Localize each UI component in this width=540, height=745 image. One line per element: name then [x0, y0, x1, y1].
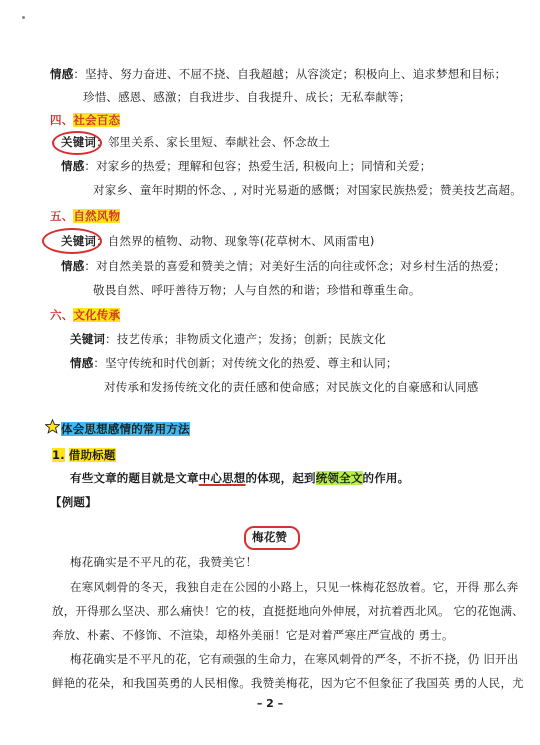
- keyword-label: 关键词: [70, 332, 106, 346]
- item-number: 1.: [52, 448, 65, 462]
- section-4-heading: [50, 112, 120, 128]
- emotion-line-2: [83, 89, 411, 105]
- emotion-line-1: [50, 66, 506, 82]
- emotion-text: ：对自然美景的喜爱和赞美之情；对美好生活的向往或怀念；对乡村生活的热爱；: [84, 259, 506, 273]
- section-4-keywords: [61, 134, 330, 150]
- keyword-text: ：邻里关系、家长里短、奉献社会、怀念故土: [96, 135, 331, 149]
- essay-line: 奔放、朴素、不修饰、不渲染，却格外美丽！它是对着严寒庄严宣战的 勇士。: [52, 628, 454, 642]
- essay-line: 梅花确实是不平凡的花，它有顽强的生命力，在寒风刺骨的严冬，不折不挠，仍 旧开出: [70, 652, 519, 666]
- section-number: 六、: [50, 308, 74, 322]
- emotion-text-2: 对家乡、童年时期的怀念、, 对时光易逝的感慨；对国家民族热爱；赞美技艺高超。: [93, 183, 522, 197]
- section-4-emotion-2: [93, 182, 522, 198]
- star-icon: [45, 419, 60, 434]
- essay-line: 梅花确实是不平凡的花，我赞美它！: [70, 555, 258, 569]
- section-4-emotion-1: [61, 158, 431, 174]
- section-5-heading: [50, 208, 120, 224]
- essay-title-text: 梅花赞: [252, 530, 288, 544]
- section-number: 五、: [50, 209, 74, 223]
- emotion-text-2: 敬畏自然、呼吁善待万物；人与自然的和谐；珍惜和尊重生命。: [93, 283, 421, 297]
- section-6-emotion-1: [70, 355, 398, 371]
- desc-text: 的作用。: [362, 471, 410, 485]
- page-number: – 2 –: [256, 697, 284, 710]
- section-6-heading: [50, 307, 120, 323]
- emotion-text: ：对家乡的热爱；理解和包容；热爱生活, 积极向上；同情和关爱；: [84, 159, 432, 173]
- method-heading-text: 体会思想感情的常用方法: [61, 422, 190, 436]
- section-5-emotion-2: [93, 282, 421, 298]
- essay-paragraph-2-line-3: [52, 627, 454, 643]
- emotion-text: ：坚持、努力奋进、不屈不挠、自我超越；从容淡定；积极向上、追求梦想和目标；: [73, 67, 507, 81]
- section-number: 四、: [50, 113, 74, 127]
- section-title: 社会百态: [73, 113, 121, 127]
- essay-line: 鲜艳的花朵，和我国英勇的人民相像。我赞美梅花，因为它不但象征了我国英 勇的人民，尤: [52, 676, 524, 690]
- essay-paragraph-3-line-1: [70, 651, 518, 667]
- emotion-text-2: 珍惜、感恩、感激；自我进步、自我提升、成长；无私奉献等；: [83, 90, 411, 104]
- desc-emphasis: 中心思想: [198, 471, 246, 485]
- section-title: 自然风物: [73, 209, 121, 223]
- method-heading: [61, 421, 190, 437]
- emotion-text-2: 对传承和发扬传统文化的责任感和使命感；对民族文化的自豪感和认同感: [104, 380, 479, 394]
- item-title: 借助标题: [68, 448, 116, 462]
- keyword-label: 关键词: [61, 135, 97, 149]
- essay-line: 在寒风刺骨的冬天，我独自走在公园的小路上，只见一株梅花怒放着。它，开得 那么奔: [70, 580, 519, 594]
- essay-paragraph-1: [70, 554, 257, 570]
- desc-text: 有些文章的题目就是文章: [70, 471, 199, 485]
- section-6-emotion-2: [104, 379, 478, 395]
- example-label: [50, 494, 97, 510]
- section-5-emotion-1: [61, 258, 506, 274]
- desc-text: 的体现，起到: [245, 471, 316, 485]
- essay-paragraph-2-line-1: [70, 579, 518, 595]
- keyword-text: ：技艺传承；非物质文化遗产；发扬；创新；民族文化: [105, 332, 386, 346]
- keyword-label: 关键词: [61, 234, 97, 248]
- section-title: 文化传承: [73, 308, 121, 322]
- emotion-label: 情感: [70, 356, 94, 370]
- keyword-text: ：自然界的植物、动物、现象等(花草树木、风雨雷电): [96, 234, 375, 248]
- desc-highlight: 统领全文: [315, 471, 363, 485]
- corner-mark: [22, 16, 25, 19]
- essay-paragraph-3-line-2: [52, 675, 524, 691]
- section-6-keywords: [70, 331, 386, 347]
- example-label-text: 【例题】: [50, 495, 97, 509]
- method-description: [70, 470, 409, 486]
- method-item-1: [52, 447, 116, 463]
- emotion-label: 情感: [50, 67, 74, 81]
- emotion-label: 情感: [61, 259, 85, 273]
- emotion-label: 情感: [61, 159, 85, 173]
- essay-title: [252, 529, 287, 545]
- emotion-text: ：坚守传统和时代创新；对传统文化的热爱、尊主和认同；: [93, 356, 398, 370]
- essay-line: 放，开得那么坚决、那么痛快！它的枝，直挺挺地向外伸展，对抗着西北风。 它的花饱满、: [52, 604, 524, 618]
- essay-paragraph-2-line-2: [52, 603, 524, 619]
- section-5-keywords: [61, 233, 375, 249]
